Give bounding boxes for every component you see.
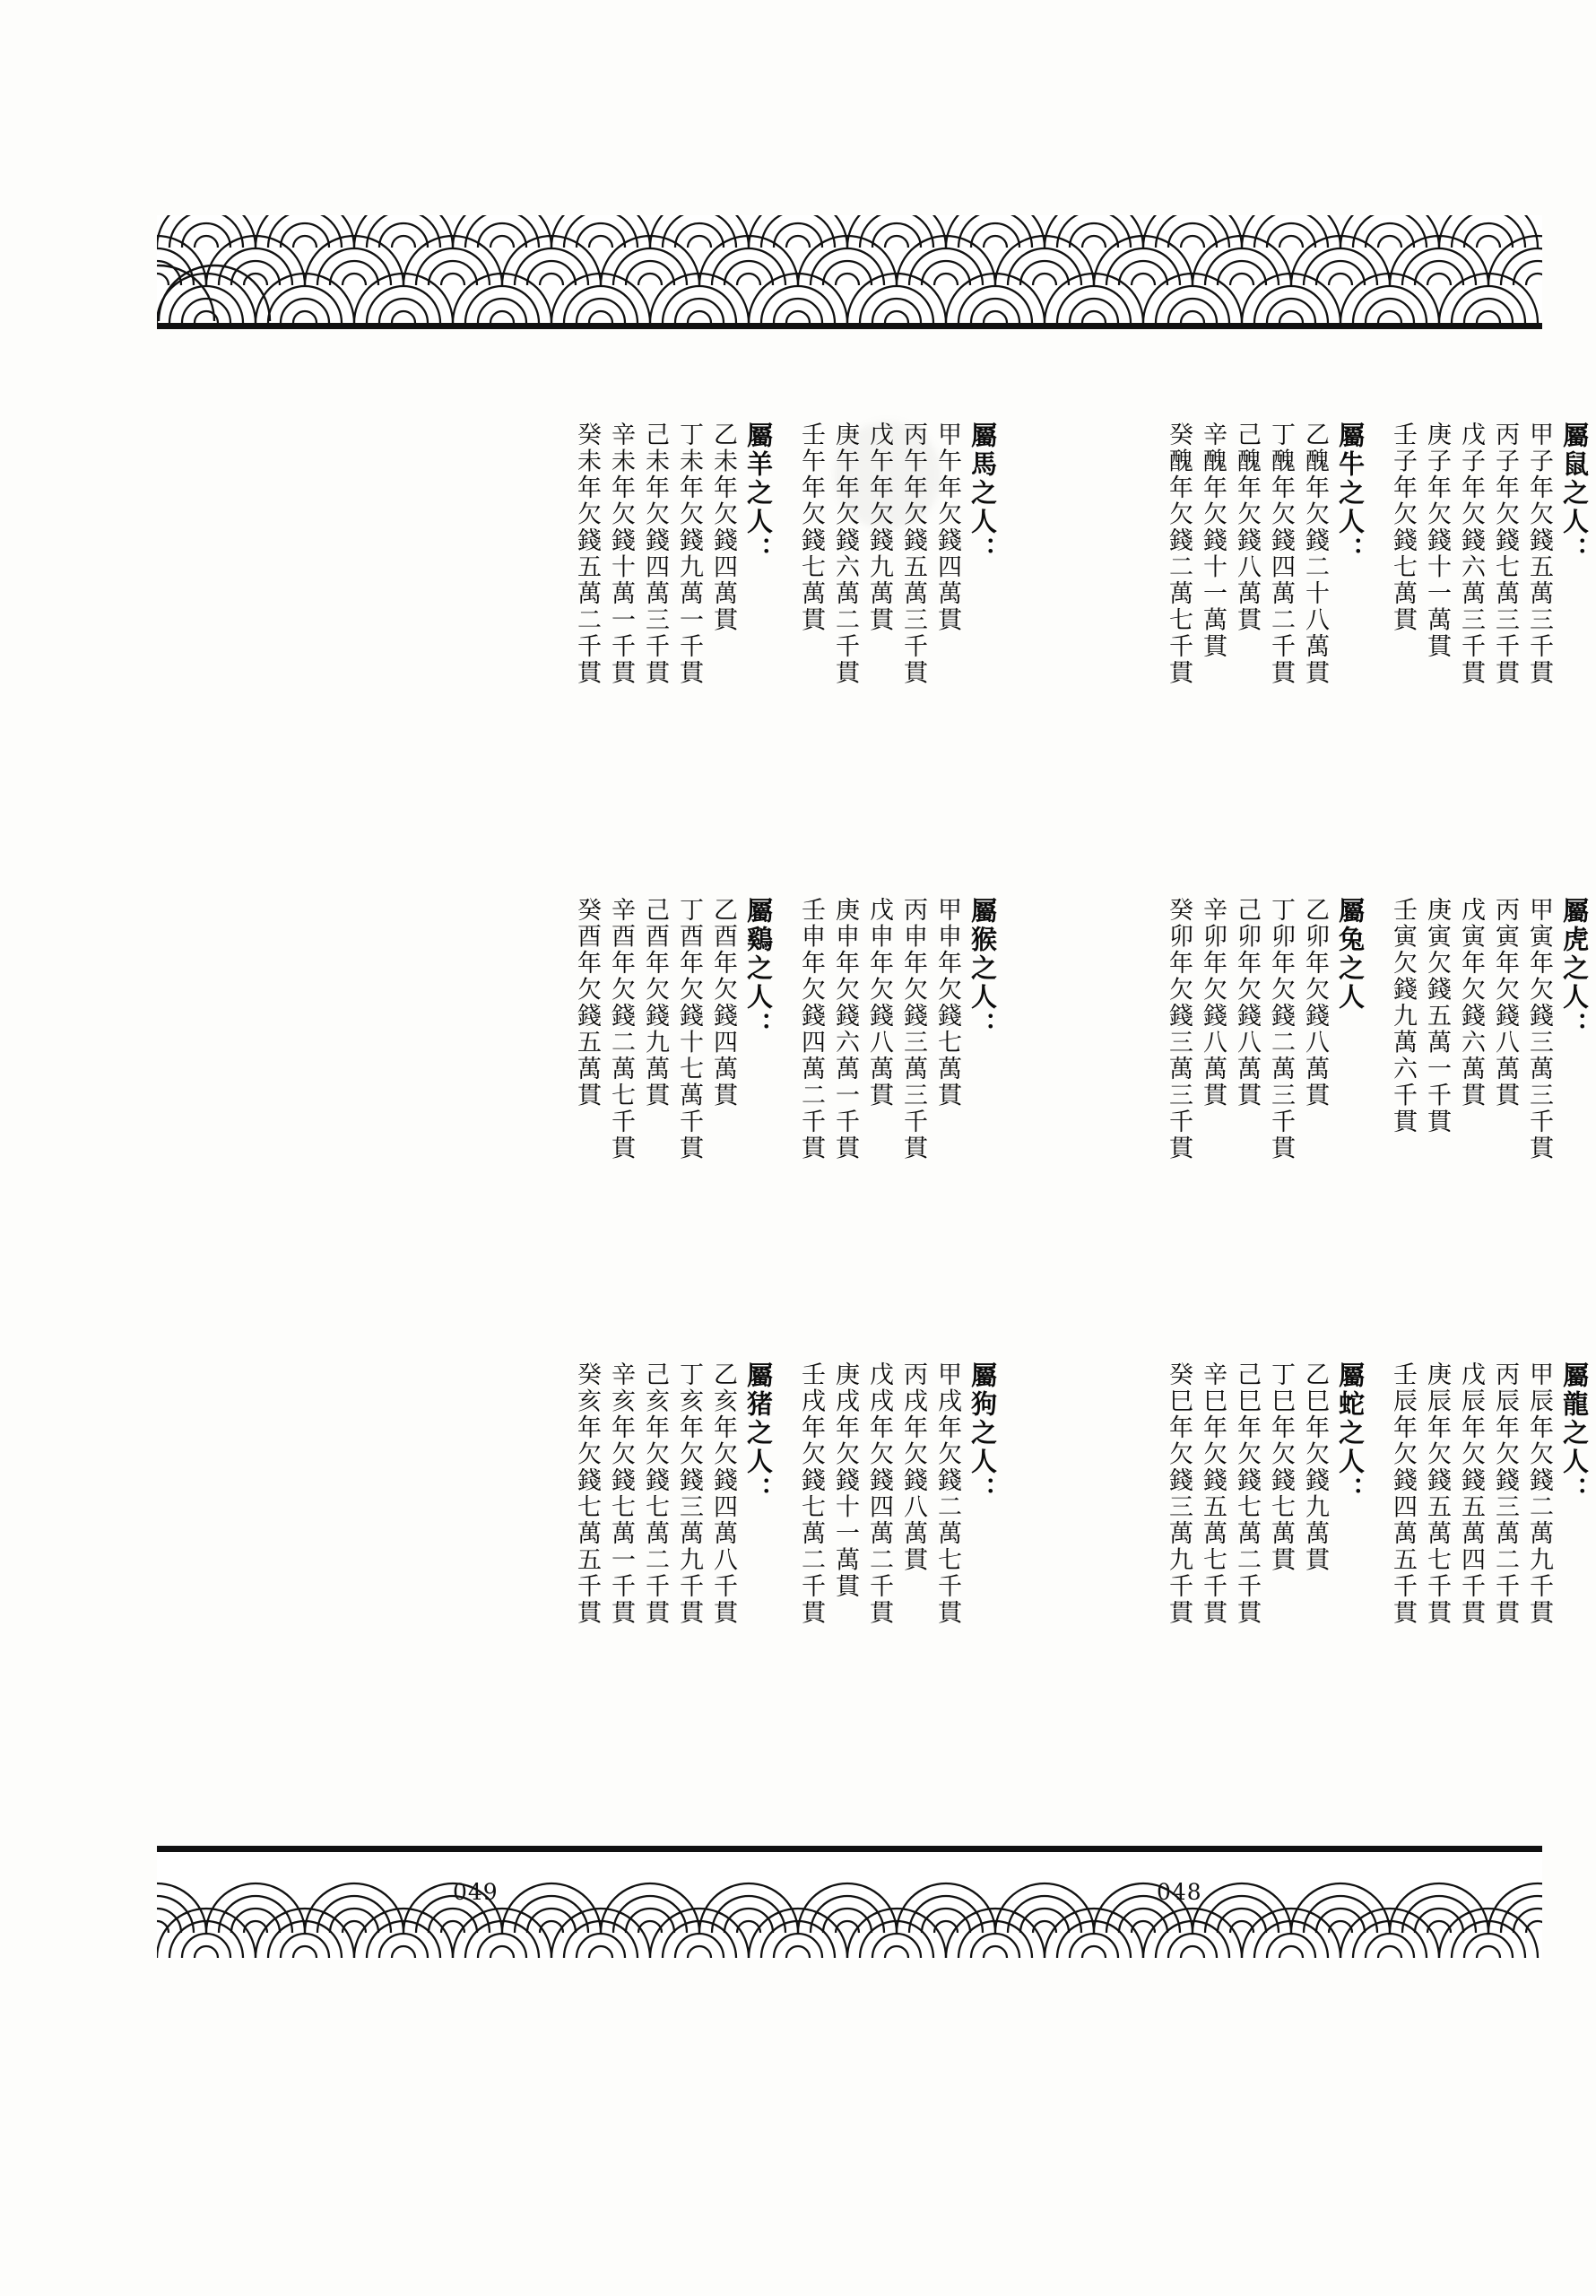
section-heading: 屬牛之人： [1335,422,1366,565]
section-line: 庚子年欠錢十一萬貫 [1423,422,1451,660]
section-line: 戊子年欠錢六萬三千貫 [1457,422,1485,686]
section-line: 辛亥年欠錢七萬一千貫 [607,1361,635,1626]
section-rooster [565,897,774,1345]
section-rabbit [1157,897,1366,1345]
section-heading: 屬兔之人 [1335,897,1366,1012]
section-heading: 屬鼠之人： [1559,422,1590,565]
section-pig [565,1361,774,1810]
section-line: 丁醜年欠錢四萬二千貫 [1267,422,1295,686]
section-line: 丙午年欠錢五萬三千貫 [899,422,927,686]
section-tiger [1381,897,1590,1345]
section-line: 癸未年欠錢五萬二千貫 [573,422,601,686]
section-ox [1157,422,1366,870]
section-line: 己卯年欠錢八萬貫 [1233,897,1261,1109]
border-rule-bottom [157,1846,1542,1852]
section-line: 丙辰年欠錢三萬二千貫 [1491,1361,1519,1626]
section-line: 甲辰年欠錢二萬九千貫 [1525,1361,1553,1626]
section-line: 壬申年欠錢四萬二千貫 [797,897,825,1161]
section-line: 丙寅年欠錢八萬貫 [1491,897,1519,1109]
section-horse [789,422,998,870]
section-line: 丁亥年欠錢三萬九千貫 [675,1361,703,1626]
section-line: 戊申年欠錢八萬貫 [865,897,893,1109]
section-line: 甲寅年欠錢三萬三千貫 [1525,897,1553,1161]
section-heading: 屬龍之人： [1559,1361,1590,1505]
section-line: 癸亥年欠錢七萬五千貫 [573,1361,601,1626]
border-rule-top [157,323,1542,329]
section-line: 丁未年欠錢九萬一千貫 [675,422,703,686]
section-heading: 屬狗之人： [967,1361,998,1505]
section-line: 乙酉年欠錢四萬貫 [709,897,737,1109]
section-line: 辛未年欠錢十萬一千貫 [607,422,635,686]
section-line: 己亥年欠錢七萬二千貫 [641,1361,669,1626]
section-line: 甲申年欠錢七萬貫 [933,897,961,1109]
section-line: 壬辰年欠錢四萬五千貫 [1389,1361,1417,1626]
section-line: 甲戌年欠錢二萬七千貫 [933,1361,961,1626]
page-number-left: 049 [453,1879,499,1905]
section-heading: 屬虎之人： [1559,897,1590,1040]
section-goat [565,422,774,870]
section-line: 丁卯年欠錢二萬三千貫 [1267,897,1295,1161]
section-line: 庚申年欠錢六萬一千貫 [831,897,859,1161]
section-heading: 屬猴之人： [967,897,998,1040]
section-line: 己酉年欠錢九萬貫 [641,897,669,1109]
section-line: 癸醜年欠錢二萬七千貫 [1165,422,1193,686]
section-line: 癸酉年欠錢五萬貫 [573,897,601,1109]
section-heading: 屬羊之人： [743,422,774,565]
section-line: 壬午年欠錢七萬貫 [797,422,825,633]
page-number-right: 048 [1157,1879,1202,1905]
section-line: 己醜年欠錢八萬貫 [1233,422,1261,633]
section-line: 辛酉年欠錢二萬七千貫 [607,897,635,1161]
section-line: 丁酉年欠錢十七萬千貫 [675,897,703,1161]
section-heading: 屬馬之人： [967,422,998,565]
section-line: 癸卯年欠錢三萬三千貫 [1165,897,1193,1161]
wave-ornament-bottom [157,1852,1542,1960]
section-line: 甲子年欠錢五萬三千貫 [1525,422,1553,686]
section-line: 戊辰年欠錢五萬四千貫 [1457,1361,1485,1626]
section-heading: 屬鷄之人： [743,897,774,1040]
section-line: 丙子年欠錢七萬三千貫 [1491,422,1519,686]
section-line: 乙亥年欠錢四萬八千貫 [709,1361,737,1626]
section-line: 癸巳年欠錢三萬九千貫 [1165,1361,1193,1626]
section-line: 乙醜年欠錢二十八萬貫 [1301,422,1329,686]
section-line: 辛巳年欠錢五萬七千貫 [1199,1361,1227,1626]
section-dragon [1381,1361,1590,1810]
section-line: 庚午年欠錢六萬二千貫 [831,422,859,686]
section-monkey [789,897,998,1345]
section-line: 己巳年欠錢七萬二千貫 [1233,1361,1261,1626]
section-line: 乙未年欠錢四萬貫 [709,422,737,633]
section-line: 辛醜年欠錢十一萬貫 [1199,422,1227,660]
section-line: 丙申年欠錢三萬三千貫 [899,897,927,1161]
section-line: 庚辰年欠錢五萬七千貫 [1423,1361,1451,1626]
section-heading: 屬猪之人： [743,1361,774,1505]
section-line: 己未年欠錢四萬三千貫 [641,422,669,686]
section-line: 壬戌年欠錢七萬二千貫 [797,1361,825,1626]
section-line: 戊戌年欠錢四萬二千貫 [865,1361,893,1626]
section-line: 丁巳年欠錢七萬貫 [1267,1361,1295,1573]
section-line: 庚寅欠錢五萬一千貫 [1423,897,1451,1135]
section-heading: 屬蛇之人： [1335,1361,1366,1505]
section-line: 庚戌年欠錢十一萬貫 [831,1361,859,1600]
section-snake [1157,1361,1366,1810]
section-line: 戊午年欠錢九萬貫 [865,422,893,633]
section-line: 戊寅年欠錢六萬貫 [1457,897,1485,1109]
section-line: 甲午年欠錢四萬貫 [933,422,961,633]
section-line: 壬子年欠錢七萬貫 [1389,422,1417,633]
section-line: 乙巳年欠錢九萬貫 [1301,1361,1329,1573]
section-rat [1381,422,1590,870]
section-line: 辛卯年欠錢八萬貫 [1199,897,1227,1109]
wave-ornament-top [157,215,1542,323]
section-line: 壬寅欠錢九萬六千貫 [1389,897,1417,1135]
section-line: 乙卯年欠錢八萬貫 [1301,897,1329,1109]
section-dog [789,1361,998,1810]
section-line: 丙戌年欠錢八萬貫 [899,1361,927,1573]
